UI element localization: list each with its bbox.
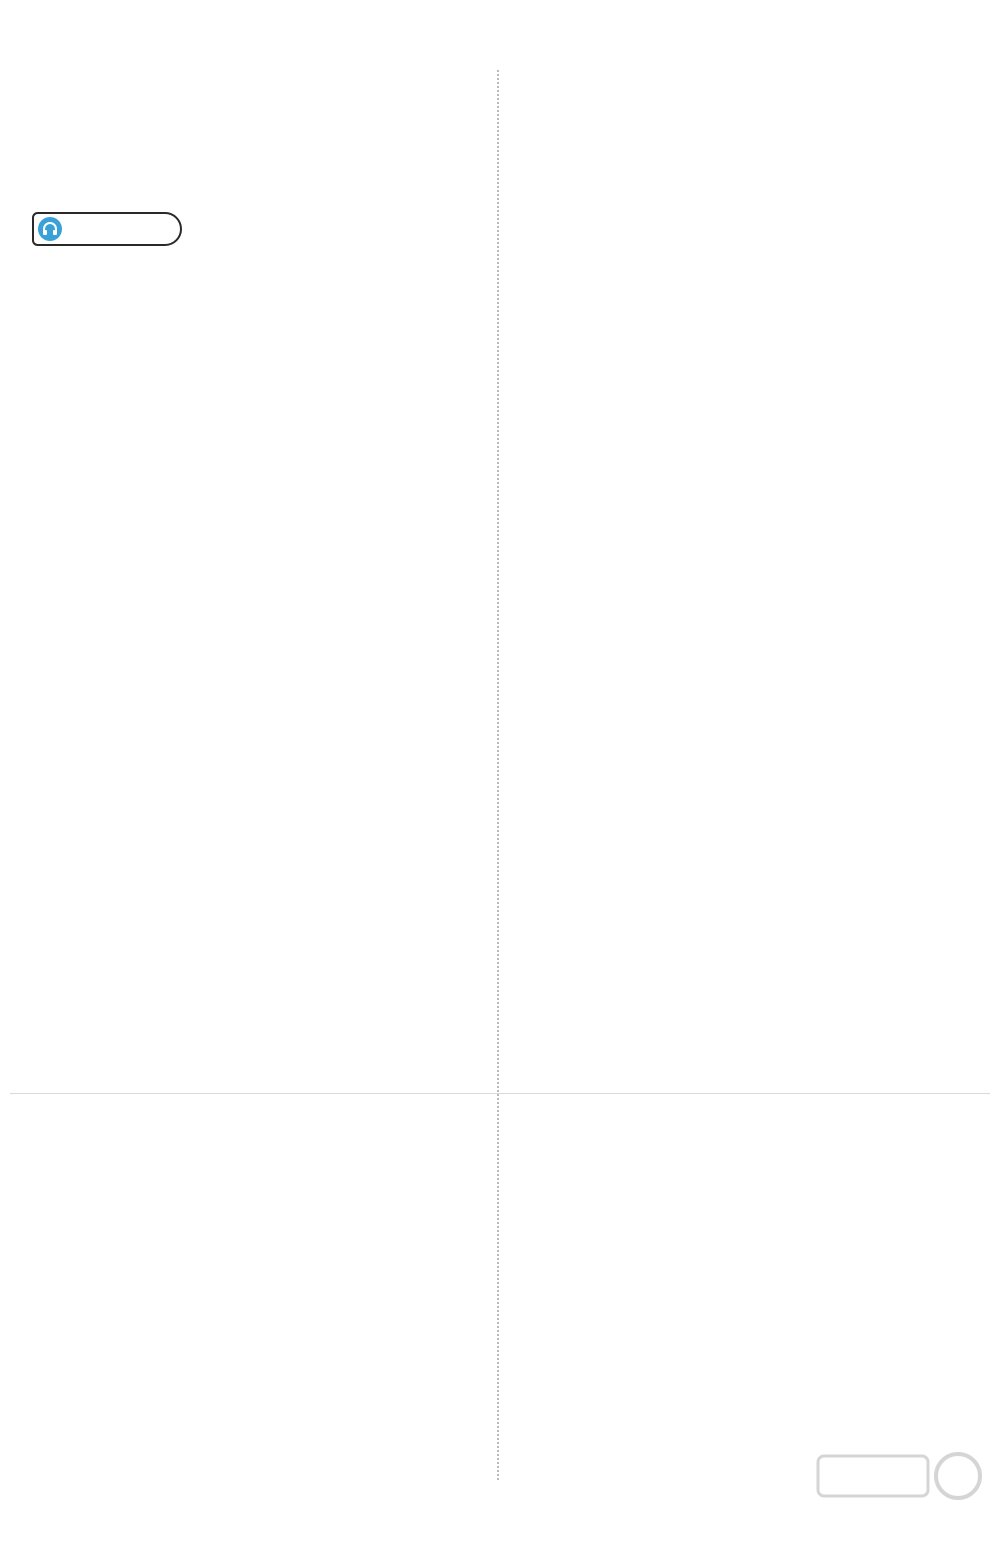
column-divider bbox=[497, 70, 499, 1480]
headphones-icon bbox=[38, 217, 62, 241]
listening-material-badge bbox=[32, 212, 182, 246]
watermark-logo bbox=[808, 1448, 988, 1538]
fold-line bbox=[10, 1093, 990, 1094]
